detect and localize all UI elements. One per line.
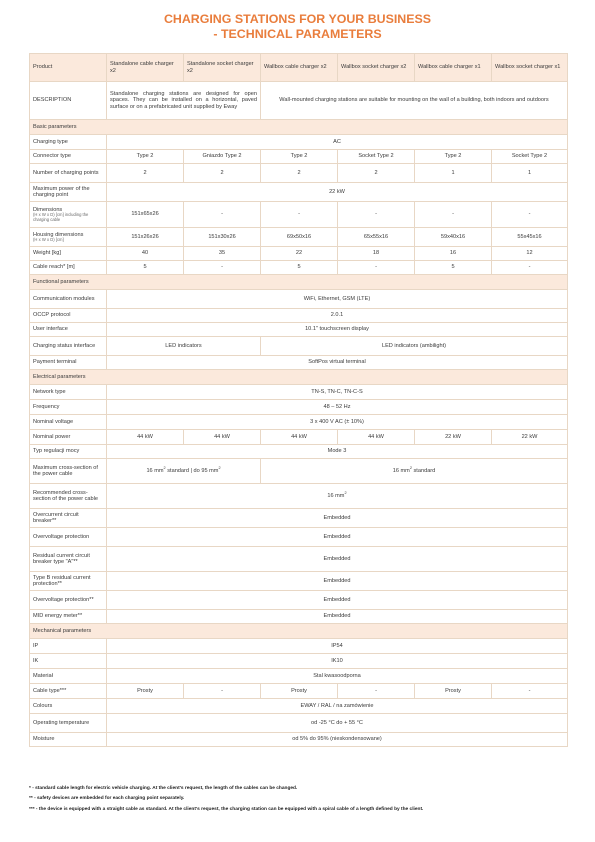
row-value: 48 – 52 Hz — [107, 400, 568, 415]
cell-value: 59x40x16 — [415, 228, 492, 247]
product-name: Standalone cable charger x2 — [107, 54, 184, 82]
product-name: Wallbox cable charger x1 — [415, 54, 492, 82]
row-label: Residual current circuit breaker type "A"** — [30, 547, 107, 572]
table-row — [30, 430, 568, 445]
row-value: WiFi, Ethernet, GSM (LTE) — [107, 290, 568, 309]
row-label: Frequency — [30, 400, 107, 415]
title-line-2: - TECHNICAL PARAMETERS — [213, 27, 382, 41]
product-label: Product — [30, 54, 107, 82]
cell-value: Socket Type 2 — [492, 150, 568, 164]
row-label: Colours — [30, 699, 107, 714]
cell-value: - — [492, 202, 568, 228]
cell-value: 5 — [261, 261, 338, 275]
cell-value: - — [492, 261, 568, 275]
row-label: IP — [30, 639, 107, 654]
row-label: MID energy meter** — [30, 610, 107, 624]
row-label: OCCP protocol — [30, 309, 107, 323]
row-label: Recommended cross-section of the power cable — [30, 484, 107, 509]
row-label: Communication modules — [30, 290, 107, 309]
table-row — [30, 323, 568, 337]
cell-value: - — [261, 202, 338, 228]
row-label: Maximum power of the charging point — [30, 183, 107, 202]
table-row — [30, 445, 568, 459]
row-label: Nominal voltage — [30, 415, 107, 430]
row-value: od -25 °C do + 55 °C — [107, 714, 568, 733]
table-row — [30, 484, 568, 509]
page-title — [0, 12, 595, 42]
cell-value: 44 kW — [261, 430, 338, 445]
row-value: Embedded — [107, 572, 568, 591]
row-value: SoftPos virtual terminal — [107, 356, 568, 370]
row-label — [30, 202, 107, 228]
section-functional: Functional parameters — [30, 275, 568, 290]
row-label — [30, 228, 107, 247]
value-part: standard | do 95 mm — [165, 467, 219, 474]
superscript: 2 — [344, 490, 347, 495]
row-value: IK10 — [107, 654, 568, 669]
cell-value: - — [184, 261, 261, 275]
footnote: ** - safety devices are embedded for each charging point separately. — [29, 796, 185, 802]
row-label-sub: (H x W x D) [cm] including the charging cable — [33, 212, 89, 222]
description-row — [30, 82, 568, 120]
row-value: EWAY / RAL / na zamówienie — [107, 699, 568, 714]
cell-value: - — [184, 684, 261, 699]
table-row — [30, 733, 568, 747]
cell-value: 5 — [415, 261, 492, 275]
row-value: LED indicators (ambilight) — [261, 337, 568, 356]
value-part: 16 mm — [146, 467, 164, 474]
section-header — [30, 624, 568, 639]
cell-value: 151x65x26 — [107, 202, 184, 228]
row-value: 22 kW — [107, 183, 568, 202]
section-header — [30, 120, 568, 135]
description-label: DESCRIPTION — [30, 82, 107, 120]
product-name: Wallbox socket charger x2 — [338, 54, 415, 82]
row-label: Moisture — [30, 733, 107, 747]
row-label: Charging type — [30, 135, 107, 150]
cell-value: 65x55x16 — [338, 228, 415, 247]
table-row — [30, 228, 568, 247]
description-standalone: Standalone charging stations are designed for open spaces. They can be installed on a horizontal, paved surface or on a prefabricated unit supplied by Eway — [107, 82, 261, 120]
cell-value: - — [492, 684, 568, 699]
section-electrical: Electrical parameters — [30, 370, 568, 385]
row-value: Embedded — [107, 528, 568, 547]
cell-value: - — [338, 202, 415, 228]
table-row — [30, 459, 568, 484]
row-label-main: Dimensions — [33, 206, 63, 213]
row-label: Materiał — [30, 669, 107, 684]
section-mechanical: Mechanical parameters — [30, 624, 568, 639]
table-row — [30, 591, 568, 610]
row-label: Network type — [30, 385, 107, 400]
table-row — [30, 714, 568, 733]
table-row — [30, 150, 568, 164]
cell-value: 44 kW — [184, 430, 261, 445]
table-row — [30, 183, 568, 202]
product-name: Wallbox socket charger x1 — [492, 54, 568, 82]
table-row — [30, 669, 568, 684]
row-label-sub: (H x W x D) [cm] — [33, 236, 64, 242]
row-value: IP54 — [107, 639, 568, 654]
table-row — [30, 261, 568, 275]
row-label: Connector type — [30, 150, 107, 164]
row-value: Embedded — [107, 547, 568, 572]
superscript: 2 — [409, 465, 412, 470]
cell-value: 18 — [338, 247, 415, 261]
cell-value: 35 — [184, 247, 261, 261]
row-value — [261, 459, 568, 484]
value-part: 16 mm — [327, 492, 345, 499]
table-row — [30, 639, 568, 654]
row-value: Embedded — [107, 591, 568, 610]
table-row — [30, 684, 568, 699]
row-label: Operating temperature — [30, 714, 107, 733]
row-value: Embedded — [107, 610, 568, 624]
row-label: Typ regulacji mocy — [30, 445, 107, 459]
cell-value: 44 kW — [338, 430, 415, 445]
cell-value: 151x30x26 — [184, 228, 261, 247]
table-row — [30, 385, 568, 400]
table-row — [30, 654, 568, 669]
row-label: Cable type*** — [30, 684, 107, 699]
row-label: Type B residual current protection** — [30, 572, 107, 591]
row-value: 10.1" touchscreen display — [107, 323, 568, 337]
cell-value: 12 — [492, 247, 568, 261]
table-row — [30, 337, 568, 356]
table-row — [30, 356, 568, 370]
cell-value: 2 — [338, 164, 415, 183]
row-label: Overvoltage protection** — [30, 591, 107, 610]
table-row — [30, 547, 568, 572]
row-label: IK — [30, 654, 107, 669]
cell-value: - — [338, 261, 415, 275]
cell-value: - — [415, 202, 492, 228]
cell-value: Type 2 — [415, 150, 492, 164]
table-row — [30, 135, 568, 150]
row-label: User interface — [30, 323, 107, 337]
value-part: standard — [411, 467, 436, 474]
cell-value: 22 — [261, 247, 338, 261]
cell-value: 44 kW — [107, 430, 184, 445]
table-row — [30, 528, 568, 547]
row-value: Embedded — [107, 509, 568, 528]
table-row — [30, 509, 568, 528]
row-value: AC — [107, 135, 568, 150]
row-label: Cable reach* [m] — [30, 261, 107, 275]
cell-value: Type 2 — [107, 150, 184, 164]
cell-value: Gniazdo Type 2 — [184, 150, 261, 164]
row-label: Overcurrent circuit breaker** — [30, 509, 107, 528]
row-value — [107, 484, 568, 509]
cell-value: 16 — [415, 247, 492, 261]
section-header — [30, 275, 568, 290]
footnote: *** - the device is equipped with a straight cable as standard. At the client's request, the charging station can be equipped with a spiral cable of a length defined by the client. — [29, 806, 424, 812]
table-row — [30, 699, 568, 714]
row-label: Payment terminal — [30, 356, 107, 370]
cell-value: Prosty — [415, 684, 492, 699]
table-row — [30, 415, 568, 430]
row-value: 3 x 400 V AC (± 10%) — [107, 415, 568, 430]
row-label: Overvoltage protection — [30, 528, 107, 547]
row-value: 2.0.1 — [107, 309, 568, 323]
table-row — [30, 309, 568, 323]
row-value: Stal kwasoodporna — [107, 669, 568, 684]
row-value: Mode 3 — [107, 445, 568, 459]
table-row — [30, 164, 568, 183]
cell-value: 5 — [107, 261, 184, 275]
cell-value: Prosty — [261, 684, 338, 699]
cell-value: 2 — [184, 164, 261, 183]
row-label: Weight [kg] — [30, 247, 107, 261]
technical-parameters-table — [29, 53, 568, 747]
footnotes — [29, 784, 569, 815]
cell-value: Socket Type 2 — [338, 150, 415, 164]
cell-value: 40 — [107, 247, 184, 261]
row-label: Nominal power — [30, 430, 107, 445]
footnote: * - standard cable length for electric vehicle charging. At the client's request, the length of the cables can be changed. — [29, 786, 298, 791]
table-row — [30, 400, 568, 415]
cell-value: 1 — [415, 164, 492, 183]
table-row — [30, 572, 568, 591]
row-value — [107, 459, 261, 484]
row-value: od 5% do 95% (nieskondensowane) — [107, 733, 568, 747]
superscript: 2 — [218, 465, 221, 470]
cell-value: Type 2 — [261, 150, 338, 164]
cell-value: 151x26x26 — [107, 228, 184, 247]
description-wallbox: Wall-mounted charging stations are suitable for mounting on the wall of a building, both indoors and outdoors — [261, 82, 568, 120]
row-label: Number of charging points — [30, 164, 107, 183]
table-row — [30, 202, 568, 228]
section-basic: Basic parameters — [30, 120, 568, 135]
table-row — [30, 610, 568, 624]
cell-value: 69x50x16 — [261, 228, 338, 247]
cell-value: 22 kW — [492, 430, 568, 445]
row-label: Maximum cross-section of the power cable — [30, 459, 107, 484]
product-name: Wallbox cable charger x2 — [261, 54, 338, 82]
value-part: 16 mm — [392, 467, 410, 474]
row-value: TN-S, TN-C, TN-C-S — [107, 385, 568, 400]
row-label: Charging status interface — [30, 337, 107, 356]
cell-value: 2 — [107, 164, 184, 183]
cell-value: - — [184, 202, 261, 228]
table-row — [30, 247, 568, 261]
cell-value: 2 — [261, 164, 338, 183]
cell-value: Prosty — [107, 684, 184, 699]
product-header-row — [30, 54, 568, 82]
row-value: LED indicators — [107, 337, 261, 356]
cell-value: 55x45x16 — [492, 228, 568, 247]
cell-value: 1 — [492, 164, 568, 183]
row-label-main: Housing dimensions — [33, 231, 84, 238]
table-row — [30, 290, 568, 309]
superscript: 2 — [163, 465, 166, 470]
product-name: Standalone socket charger x2 — [184, 54, 261, 82]
cell-value: - — [338, 684, 415, 699]
section-header — [30, 370, 568, 385]
cell-value: 22 kW — [415, 430, 492, 445]
title-line-1: CHARGING STATIONS FOR YOUR BUSINESS — [163, 12, 432, 26]
